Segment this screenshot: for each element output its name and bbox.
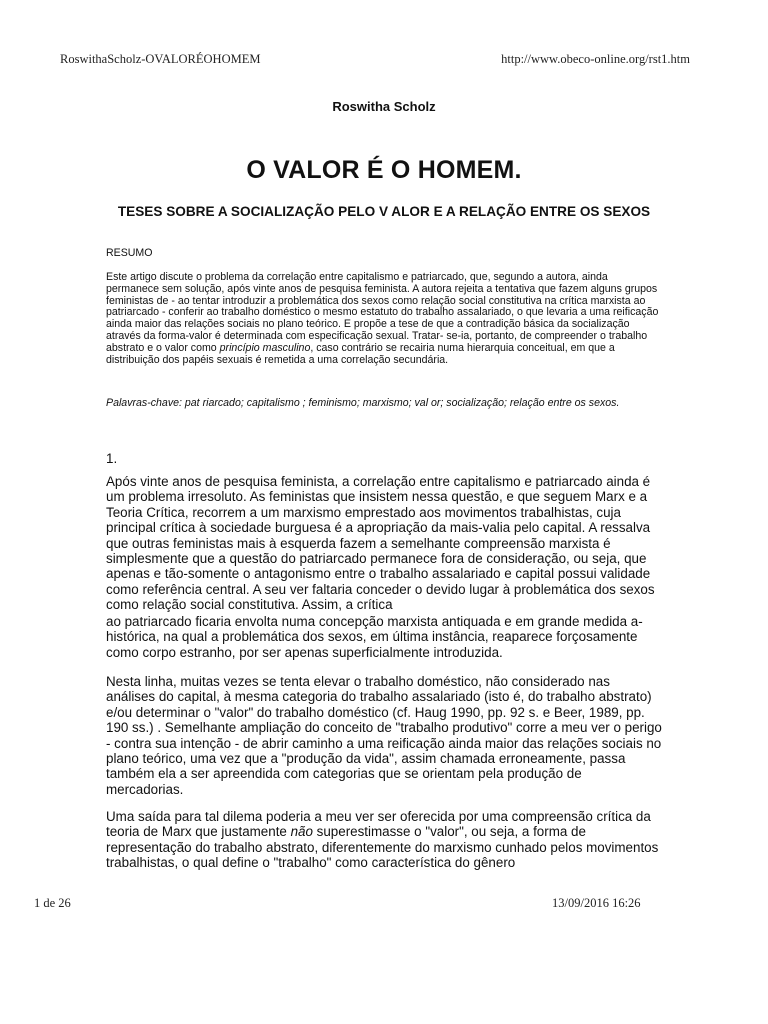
keywords: Palavras-chave: pat riarcado; capitalismo ; feminismo; marxismo; val or; socialização; relação entre os sexos. [106,397,620,409]
document-subtitle: TESES SOBRE A SOCIALIZAÇÃO PELO V ALOR E A RELAÇÃO ENTRE OS SEXOS [117,204,651,219]
print-footer-page: 1 de 26 [34,896,71,910]
abstract-text-italic: princípio masculino [219,341,311,354]
paragraph-3-part1: Uma saída para tal dilema poderia a meu ver ser oferecida por uma compreensão crítica da teoria de Marx que justamente [106,809,651,840]
paragraph-3 [106,809,662,871]
print-footer-datetime: 13/09/2016 16:26 [552,896,641,910]
document-title: O VALOR É O HOMEM. [246,156,522,184]
print-header-url[interactable]: http://www.obeco-online.org/rst1.htm [501,52,690,66]
paragraph-1b: ao patriarcado ficaria envolta numa concepção marxista antiquada e em grande medida a-histórica, na qual a problemática dos sexos, em última instância, reaparece forçosamente como corpo estranho, por ser apenas superficialmente introduzida. [106,614,643,660]
abstract-label: RESUMO [106,247,153,259]
abstract-text-part1: Este artigo discute o problema da correlação entre capitalismo e patriarcado, que, segundo a autora, ainda permanece sem solução, após vinte anos de pesquisa feminista. A autora rejeita a tentativa que fazem alguns grupos feministas de - ao tentar introduzir a problemática dos sexos como relação social constitutiva na crítica marxista ao patriarcado - conferir ao trabalho doméstico o mesmo estatuto do trabalho assalariado, o que levaria a uma reificação ainda maior das relações sociais no plano teórico. E propõe a tese de que a contradição básica da socialização através da forma-valor é determinada com especificação sexual. Tratar- se-ia, portanto, de compreender o trabalho abstrato e o valor como [106,271,659,354]
abstract-text [106,272,662,366]
paragraph-3-italic: não [290,824,313,840]
author-name: Roswitha Scholz [332,99,436,114]
abstract-text-part2: , caso contrário se recairia numa hierarquia conceitual, em que a distribuição dos papéis sexuais é remetida a uma correlação secundária. [106,341,615,366]
print-header-title: RoswithaScholz-OVALORÉOHOMEM [60,52,261,66]
paragraph-3-part2: superestimasse o "valor", ou seja, a forma de representação do trabalho abstrato, diferentemente do marxismo cunhado pelos movimentos trabalhistas, o qual define o "trabalho" como característica do gênero [106,824,659,871]
paragraph-1a: Após vinte anos de pesquisa feminista, a correlação entre capitalismo e patriarcado ainda é um problema irresoluto. As feministas que insistem nessa questão, e que seguem Marx e a Teoria Crítica, recorrem a um marxismo emprestado aos movimentos trabalhistas, cuja principal crítica à sociedade burguesa é a apropriação da mais-valia pelo capital. A ressalva que outras feministas mais à esquerda fazem a semelhante compreensão marxista é simplesmente que a questão do patriarcado permanece fora de consideração, ou seja, que apenas e tão-somente o antagonismo entre o trabalho assalariado e capital possui validade como referência central. A seu ver faltaria conceder o devido lugar à problemática dos sexos como relação social constitutiva. Assim, a crítica [106,474,655,613]
section-number: 1. [106,451,118,466]
paragraph-2: Nesta linha, muitas vezes se tenta elevar o trabalho doméstico, não considerado nas análises do capital, à mesma categoria do trabalho assalariado (isto é, do trabalho abstrato) e/ou determinar o "valor" do trabalho doméstico (cf. Haug 1990, pp. 92 s. e Beer, 1989, pp. 190 ss.) . Semelhante ampliação do conceito de "trabalho produtivo" corre a meu ver o perigo - contra sua intenção - de abrir caminho a uma reificação ainda maior das relações sociais no plano teórico, uma vez que a "produção da vida", assim chamada erroneamente, passa também ela a ser apreendida com categorias que se orientam pela produção de mercadorias. [106,674,662,797]
